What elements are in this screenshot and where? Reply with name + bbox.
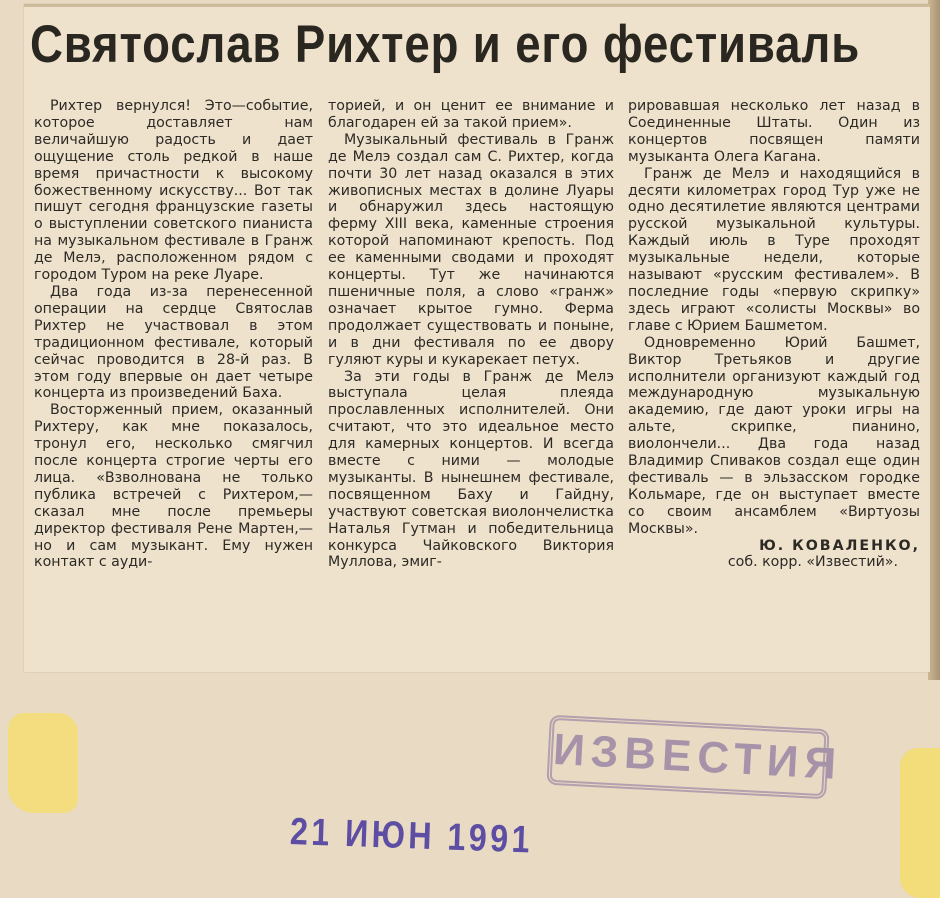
- tape-residue: [8, 713, 78, 813]
- paragraph: Два года из-за перенесенной операции на сердце Святослав Рихтер не участвовал в этом традиционном фестивале, который сейчас проводится в 28-й раз. В этом году впервые он дает четыре концерта из произведений Баха.: [34, 283, 313, 402]
- paragraph: рировавшая несколько лет назад в Соединенные Штаты. Один из концертов посвящен памяти музыканта Олега Кагана.: [628, 98, 920, 165]
- paragraph: За эти годы в Гранж де Мелэ выступала целая плеяда прославленных исполнителей. Они считают, что это идеальное место для камерных концертов. И всегда вместе с ними — молодые музыканты. В нынешнем фестивале, посвященном Баху и Гайдну, участвуют советская виолончелистка Наталья Гутман и победительница конкурса Чайковского Виктория Муллова, эмиг-: [328, 368, 614, 571]
- article-column-2: [328, 98, 614, 571]
- paragraph: Одновременно Юрий Башмет, Виктор Третьяков и другие исполнители организуют каждый год международную музыкальную академию, где дают уроки игры на альте, скрипке, пианино, виолончели... Два года назад Владимир Спиваков создал еще один фестиваль — в эльзасском городке Кольмаре, где он выступает вместе со своим ансамблем «Виртуозы Москвы».: [628, 334, 920, 537]
- author-name: Ю. КОВАЛЕНКО,: [759, 537, 920, 554]
- paragraph: Музыкальный фестиваль в Гранж де Мелэ создал сам С. Рихтер, когда почти 30 лет назад оказался в этих живописных местах в долине Луары и обнаружил здесь настоящую ферму XIII века, каменные строения которой напоминают крепость. Под ее каменными сводами и проходят концерты. Тут же начинаются пшеничные поля, а слово «гранж» означает крытое гумно. Ферма продолжает существовать и поныне, и в дни фестиваля по ее двору гуляют куры и кукарекает петух.: [328, 131, 614, 368]
- article-column-1: [34, 98, 313, 571]
- paragraph: Восторженный прием, оказанный Рихтеру, как мне показалось, тронул его, несколько смягчил после концерта строгие черты его лица. «Взволнована не только публика встречей с Рихтером,— сказал мне после премьеры директор фестиваля Рене Мартен,— но и сам музыкант. Ему нужен контакт с ауди-: [34, 402, 313, 571]
- publication-stamp: ИЗВЕСТИЯ: [546, 715, 829, 800]
- paragraph: торией, и он ценит ее внимание и благодарен ей за такой прием».: [328, 98, 614, 131]
- tape-residue: [900, 748, 940, 898]
- paragraph: Гранж де Мелэ и находящийся в десяти километрах город Тур уже не одно десятилетие являются центрами русской музыкальной культуры. Каждый июль в Туре проходят музыкальные недели, которые называют «русским фестивалем». В последние годы «первую скрипку» здесь играют «солисты Москвы» во главе с Юрием Башметом.: [628, 165, 920, 334]
- article-headline: Святослав Рихтер и его фестиваль: [30, 15, 861, 74]
- article-column-3: [628, 98, 920, 571]
- paragraph: Рихтер вернулся! Это—событие, которое доставляет нам величайшую радость и дает ощущение столь редкой в наше время причастности к высокому божественному искусству... Вот так пишут сегодня французские газеты о выступлении советского пианиста на музыкальном фестивале в Гранж де Мелэ, расположенном рядом с городом Туром на реке Луаре.: [34, 98, 313, 284]
- author-role: соб. корр. «Известий».: [727, 554, 898, 571]
- date-stamp: 21 ИЮН 1991: [289, 811, 534, 862]
